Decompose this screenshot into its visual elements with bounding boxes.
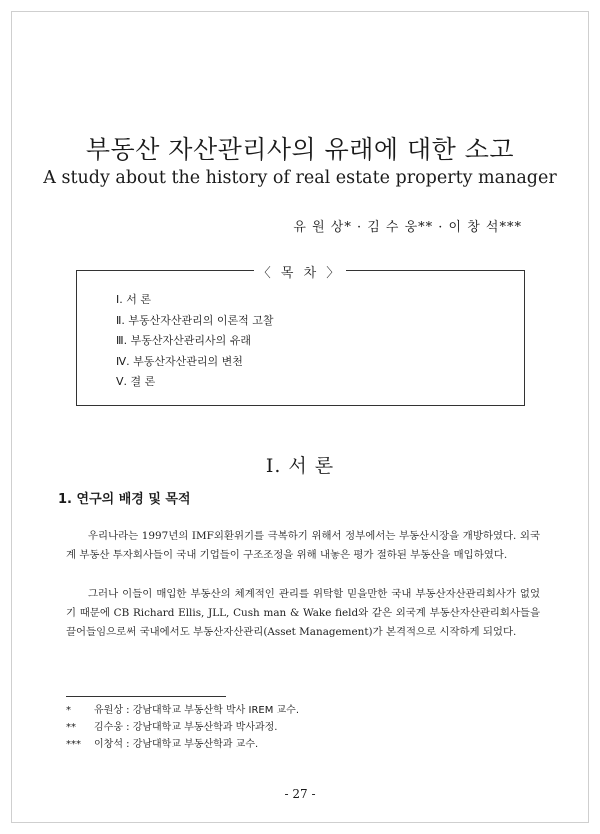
toc-item: Ⅰ. 서 론: [116, 293, 151, 306]
toc-item: Ⅲ. 부동산자산관리사의 유래: [116, 334, 251, 347]
footnote-mark: ***: [66, 739, 81, 750]
footnote-item: [66, 736, 299, 753]
body-paragraph: 그러나 이들이 매입한 부동산의 체계적인 관리를 위탁할 믿을만한 국내 부동산자산관리회사가 없었기 때문에 CB Richard Ellis, JLL, Cush man & Wake field와 같은 외국계 부동산자산관리회사들을 끌어들임으로써 국내에서도 부동산자산관리(Asset Management)가 본격적으로 시작하게 되었다.: [66, 588, 540, 639]
subsection-title: 1. 연구의 배경 및 목적: [58, 492, 191, 507]
section-title: Ⅰ. 서 론: [265, 455, 335, 477]
body-paragraph: 우리나라는 1997년의 IMF외환위기를 극복하기 위해서 정부에서는 부동산시장을 개방하였다. 외국계 부동산 투자회사들이 국내 기업들이 구조조정을 위해 내놓은 평가 절하된 부동산을 매입하였다.: [66, 530, 540, 562]
toc-label: [0, 262, 600, 281]
footnote-mark: **: [66, 722, 76, 733]
toc-item: Ⅳ. 부동산자산관리의 변천: [116, 354, 243, 368]
toc-label-text: 〈 목 차 〉: [254, 266, 347, 281]
footnote-text: 이창석 : 강남대학교 부동산학과 교수.: [94, 739, 259, 750]
author-line: 유 원 상* · 김 수 웅** · 이 창 석***: [293, 220, 522, 235]
footnote-item: [66, 702, 299, 719]
footnote-mark: *: [66, 705, 71, 716]
paper-title-korean: 부동산 자산관리사의 유래에 대한 소고: [85, 135, 515, 164]
footnote-text: 유원상 : 강남대학교 부동산학 박사 IREM 교수.: [94, 705, 300, 716]
paper-title-english: A study about the history of real estate property manager: [43, 168, 557, 188]
footnote-item: [66, 719, 299, 736]
footnote-rule: [66, 696, 226, 697]
page-number: - 27 -: [284, 787, 316, 801]
toc-item: Ⅴ. 결 론: [116, 375, 156, 388]
footnote-list: [66, 702, 299, 753]
toc-label-word: 목 차: [280, 266, 320, 281]
toc-item: Ⅱ. 부동산자산관리의 이론적 고찰: [116, 313, 274, 327]
toc-list: [116, 290, 274, 393]
footnote-text: 김수웅 : 강남대학교 부동산학과 박사과정.: [94, 722, 278, 733]
